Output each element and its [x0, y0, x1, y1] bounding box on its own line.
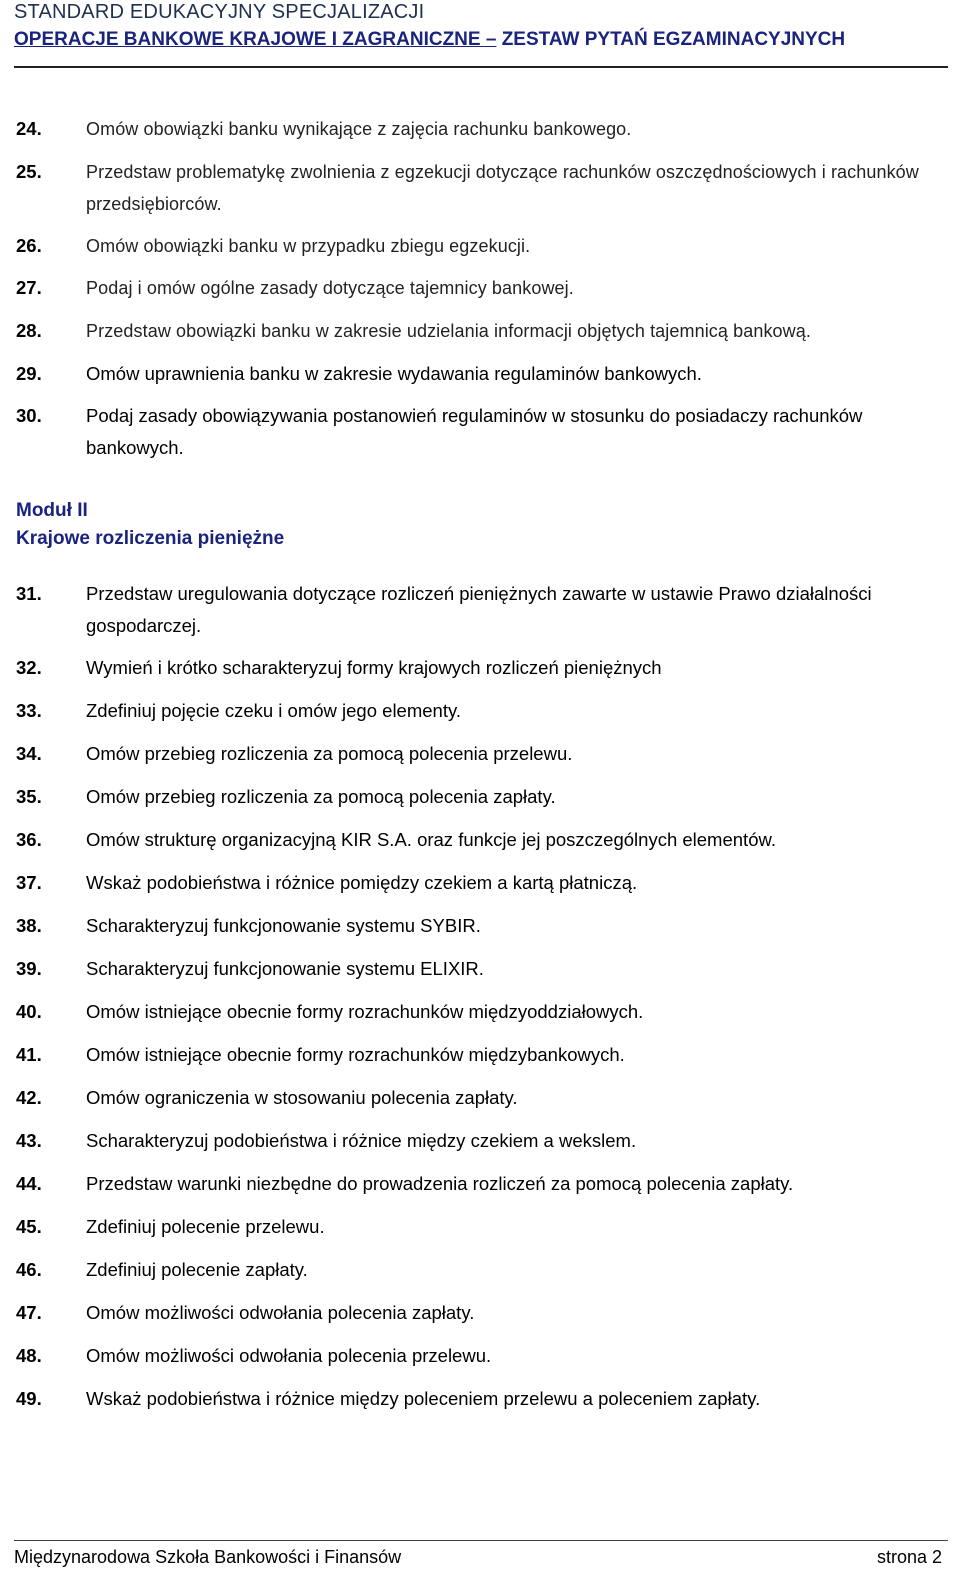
- question-number: 24.: [16, 118, 42, 139]
- question-number: 45.: [16, 1216, 42, 1237]
- question-text: Przedstaw problematykę zwolnienia z egzekucji dotyczące rachunków oszczędnościowych i rachunków przedsiębiorców.: [86, 162, 919, 214]
- header-subtitle-main: OPERACJE BANKOWE KRAJOWE I ZAGRANICZNE –: [14, 29, 497, 50]
- question-number: 47.: [16, 1302, 42, 1323]
- module-subheading: Krajowe rozliczenia pieniężne: [16, 528, 285, 549]
- question-number: 38.: [16, 915, 42, 936]
- question-number: 32.: [16, 657, 42, 678]
- question-text: Omów możliwości odwołania polecenia przelewu.: [86, 1345, 492, 1366]
- question-number: 25.: [16, 161, 42, 182]
- question-item: [16, 953, 926, 985]
- question-text: Omów uprawnienia banku w zakresie wydawania regulaminów bankowych.: [86, 363, 702, 384]
- module-heading: Moduł II: [16, 500, 88, 521]
- question-text: Omów strukturę organizacyjną KIR S.A. oraz funkcje jej poszczególnych elementów.: [86, 829, 776, 850]
- question-number: 37.: [16, 872, 42, 893]
- question-number: 49.: [16, 1388, 42, 1409]
- question-text: Scharakteryzuj funkcjonowanie systemu ELIXIR.: [86, 958, 484, 979]
- question-item: [16, 1039, 926, 1071]
- question-item: [16, 695, 926, 727]
- question-item: [16, 1297, 926, 1329]
- question-item: [16, 1082, 926, 1114]
- question-text: Wymień i krótko scharakteryzuj formy krajowych rozliczeń pieniężnych: [86, 657, 662, 678]
- page-number: strona 2: [876, 1547, 942, 1567]
- question-text: Scharakteryzuj podobieństwa i różnice między czekiem a wekslem.: [86, 1130, 637, 1151]
- question-number: 40.: [16, 1001, 42, 1022]
- question-number: 36.: [16, 829, 42, 850]
- question-text: Omów przebieg rozliczenia za pomocą polecenia przelewu.: [86, 743, 573, 764]
- question-number: 34.: [16, 743, 42, 764]
- footer-institution: Międzynarodowa Szkoła Bankowości i Finansów: [14, 1547, 402, 1567]
- question-item: [16, 1125, 926, 1157]
- question-item: [16, 358, 926, 390]
- question-number: 44.: [16, 1173, 42, 1194]
- question-item: [16, 272, 926, 304]
- question-text: Wskaż podobieństwa i różnice pomiędzy czekiem a kartą płatniczą.: [86, 872, 638, 893]
- question-number: 27.: [16, 277, 42, 298]
- question-number: 26.: [16, 235, 42, 256]
- question-number: 28.: [16, 320, 42, 341]
- page-footer: [14, 1540, 948, 1567]
- question-item: [16, 1383, 926, 1415]
- question-number: 35.: [16, 786, 42, 807]
- question-item: [16, 156, 926, 220]
- question-number: 48.: [16, 1345, 42, 1366]
- question-number: 46.: [16, 1259, 42, 1280]
- question-item: [16, 578, 926, 642]
- question-text: Omów istniejące obecnie formy rozrachunków międzyoddziałowych.: [86, 1001, 644, 1022]
- question-number: 29.: [16, 363, 42, 384]
- header-title: STANDARD EDUKACYJNY SPECJALIZACJI: [14, 1, 425, 23]
- question-text: Omów obowiązki banku w przypadku zbiegu egzekucji.: [86, 236, 531, 256]
- question-text: Przedstaw warunki niezbędne do prowadzenia rozliczeń za pomocą polecenia zapłaty.: [86, 1173, 794, 1194]
- question-item: [16, 1340, 926, 1372]
- question-item: [16, 113, 926, 145]
- question-text: Zdefiniuj polecenie zapłaty.: [86, 1259, 308, 1280]
- question-text: Przedstaw obowiązki banku w zakresie udzielania informacji objętych tajemnicą bankową.: [86, 321, 811, 341]
- question-item: [16, 400, 926, 464]
- header-subtitle: [14, 27, 954, 53]
- question-item: [16, 1168, 926, 1200]
- question-text: Wskaż podobieństwa i różnice między poleceniem przelewu a poleceniem zapłaty.: [86, 1388, 761, 1409]
- question-item: [16, 1254, 926, 1286]
- header-divider: [14, 66, 948, 68]
- question-item: [16, 315, 926, 347]
- question-text: Omów istniejące obecnie formy rozrachunków międzybankowych.: [86, 1044, 625, 1065]
- question-number: 39.: [16, 958, 42, 979]
- question-text: Zdefiniuj polecenie przelewu.: [86, 1216, 325, 1237]
- question-number: 42.: [16, 1087, 42, 1108]
- question-item: [16, 1211, 926, 1243]
- question-text: Scharakteryzuj funkcjonowanie systemu SYBIR.: [86, 915, 481, 936]
- page-header: [14, 0, 954, 53]
- question-text: Omów przebieg rozliczenia za pomocą polecenia zapłaty.: [86, 786, 556, 807]
- question-item: [16, 738, 926, 770]
- question-text: Zdefiniuj pojęcie czeku i omów jego elementy.: [86, 700, 461, 721]
- question-text: Omów możliwości odwołania polecenia zapłaty.: [86, 1302, 475, 1323]
- question-item: [16, 652, 926, 684]
- question-item: [16, 824, 926, 856]
- question-text: Omów ograniczenia w stosowaniu polecenia zapłaty.: [86, 1087, 518, 1108]
- question-number: 41.: [16, 1044, 42, 1065]
- question-text: Omów obowiązki banku wynikające z zajęcia rachunku bankowego.: [86, 119, 632, 139]
- question-number: 30.: [16, 405, 42, 426]
- question-text: Podaj zasady obowiązywania postanowień regulaminów w stosunku do posiadaczy rachunków bankowych.: [86, 405, 863, 458]
- question-item: [16, 867, 926, 899]
- question-item: [16, 910, 926, 942]
- question-text: Przedstaw uregulowania dotyczące rozliczeń pieniężnych zawarte w ustawie Prawo działalności gospodarczej.: [86, 583, 872, 636]
- question-number: 33.: [16, 700, 42, 721]
- header-subtitle-rest: ZESTAW PYTAŃ EGZAMINACYJNYCH: [496, 29, 846, 50]
- question-item: [16, 230, 926, 262]
- question-number: 43.: [16, 1130, 42, 1151]
- question-text: Podaj i omów ogólne zasady dotyczące tajemnicy bankowej.: [86, 278, 574, 298]
- question-item: [16, 781, 926, 813]
- question-number: 31.: [16, 583, 42, 604]
- question-item: [16, 996, 926, 1028]
